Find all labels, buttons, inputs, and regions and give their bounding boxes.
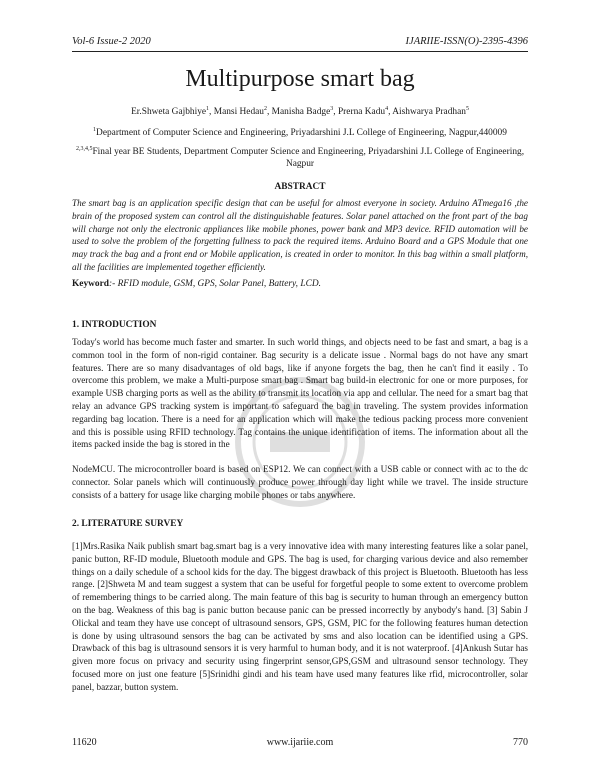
- author-sup: 3: [330, 105, 334, 112]
- keywords-value: :- RFID module, GSM, GPS, Solar Panel, Battery, LCD.: [108, 279, 321, 289]
- footer-page-number: 770: [513, 737, 528, 748]
- author-sup: 2: [263, 105, 267, 112]
- author: Mansi Hedau: [213, 107, 264, 117]
- introduction-paragraph-2: NodeMCU. The microcontroller board is based on ESP12. We can connect with a USB cable or connect with ac to the dc connector. Solar panels which will continuously produce power through day light while we travel. The inside structure consists of a battery for usage like charging mobile phones or tabs anywhere.: [72, 464, 528, 500]
- journal-issn: IJARIIE-ISSN(O)-2395-4396: [405, 36, 528, 47]
- affiliation-text: Department of Computer Science and Engineering, Priyadarshini J.L College of Engineering, Nagpur,440009: [96, 128, 507, 138]
- author-list: Er.Shweta Gajbhiye$^1$, Mansi Hedau$^2$, Manisha Badge$^3$, Prerna Kadu$^4$, Aishwarya Pradhan$^5$: [131, 105, 469, 117]
- author-sup: 1: [206, 105, 210, 112]
- affiliation-2: [72, 146, 528, 170]
- keywords: [72, 279, 528, 289]
- abstract-body: The smart bag is an application specific design that can be useful for almost everyone in society. Arduino ATmega16 ,the brain of the proposed system can control all the distinguishable features. Solar panel attached on the front part of the bag will charge not only the electronic appliances like mobile phones, power bank and MP3 device. RFID automation will be used to solve the problem of the forgetting fullness to pack the required items. Arduino Board and a GPS Module that one may track the bag and a front end or Mobile application, is created in order to monitor. In this bag within a small platform, all the facilities are implemented together efficiently.: [72, 198, 528, 272]
- author: Prerna Kadu: [337, 107, 386, 117]
- affiliation-sup: 1: [93, 126, 97, 133]
- footer-website: www.ijariie.com: [266, 737, 334, 748]
- affiliation-1: [72, 127, 528, 139]
- affiliation-sup: 2,3,4,5: [75, 145, 93, 152]
- section-heading-literature-survey: 2. LITERATURE SURVEY: [72, 519, 184, 529]
- author: Er.Shweta Gajbhiye: [131, 107, 207, 117]
- journal-volume: Vol-6 Issue-2 2020: [72, 36, 151, 47]
- header-rule: [72, 51, 528, 52]
- introduction-paragraph-1: Today's world has become much faster and smarter. In such world things, and objects need to be fast and smart, a bag is a common tool in the form of non-rigid container. Bag security is a delicate issue . Normal bags do not have any smart features. There are so many disadvantages of old bags, like if anyone forgets the bag, then he can't find it easily . To overcome this problem, we make a Multi-purpose smart bag . Smart bag build-in electronic for one or more purposes, for example USB charging ports as well as the ability to transmit its location via app and cellular. The need for a smart bag that relay an advance GPS tracking system is important to safeguard the bag in traveling. The system provides information regarding bag location. There is a need for an application which will make the tedious packing process more convenient and this is possible using RFID technology. Tag contains the unique identification of items. The information about all the items packed inside the bag is stored in the: [72, 337, 528, 450]
- author: Aishwarya Pradhan: [392, 107, 466, 117]
- literature-survey-paragraph: [1]Mrs.Rasika Naik publish smart bag.smart bag is a very innovative idea with many interesting features like a solar panel, panic button, RF-ID module, Bluetooth module and GPS. The bag is used, for charging various device and also remember things on a daily schedule of a school kids for the day. The biggest drawback of this project is Bluetooth. Bluetooth has less range. [2]Shweta M and team suggest a system that can be useful for forgetful people to some extent to overcome problem of remembering things to be carried along. The main feature of this bag is security to human through an emergency button on the bag. Weakness of this bag is panic button because panic can be pressed incorrectly by anybody's hand. [3] Sabin J Olickal and team they have use concept of ultrasound sensors, GPS, GSM, PIC for the following features human detection is done by using ultrasound sensors the bag can be activated by sms and also location can be identified using a GPS. Drawback of this bag is ultrasound sensors it is very harmful to human body, and it is not waterproof. [4]Ankush Sutar has given more focus on privacy and security using fingerprint sensor,GPS,GSM and ultrasound sensor technology. They focused more on just one feature [5]Srinidhi gindi and his team have used many features like rfid, microcontroller, solar panel, bazzar, button system.: [72, 541, 528, 692]
- footer-paper-id: 11620: [72, 737, 97, 748]
- section-heading-introduction: 1. INTRODUCTION: [72, 320, 157, 330]
- author-sup: 4: [385, 105, 389, 112]
- abstract-heading: ABSTRACT: [274, 182, 326, 192]
- author-sup: 5: [465, 105, 469, 112]
- keywords-label: Keyword: [72, 279, 109, 289]
- author: Manisha Badge: [271, 107, 331, 117]
- paper-title: Multipurpose smart bag: [185, 66, 415, 92]
- affiliation-text: Final year BE Students, Department Computer Science and Engineering, Priyadarshini J.L College of Engineering, Nagpur: [92, 147, 525, 169]
